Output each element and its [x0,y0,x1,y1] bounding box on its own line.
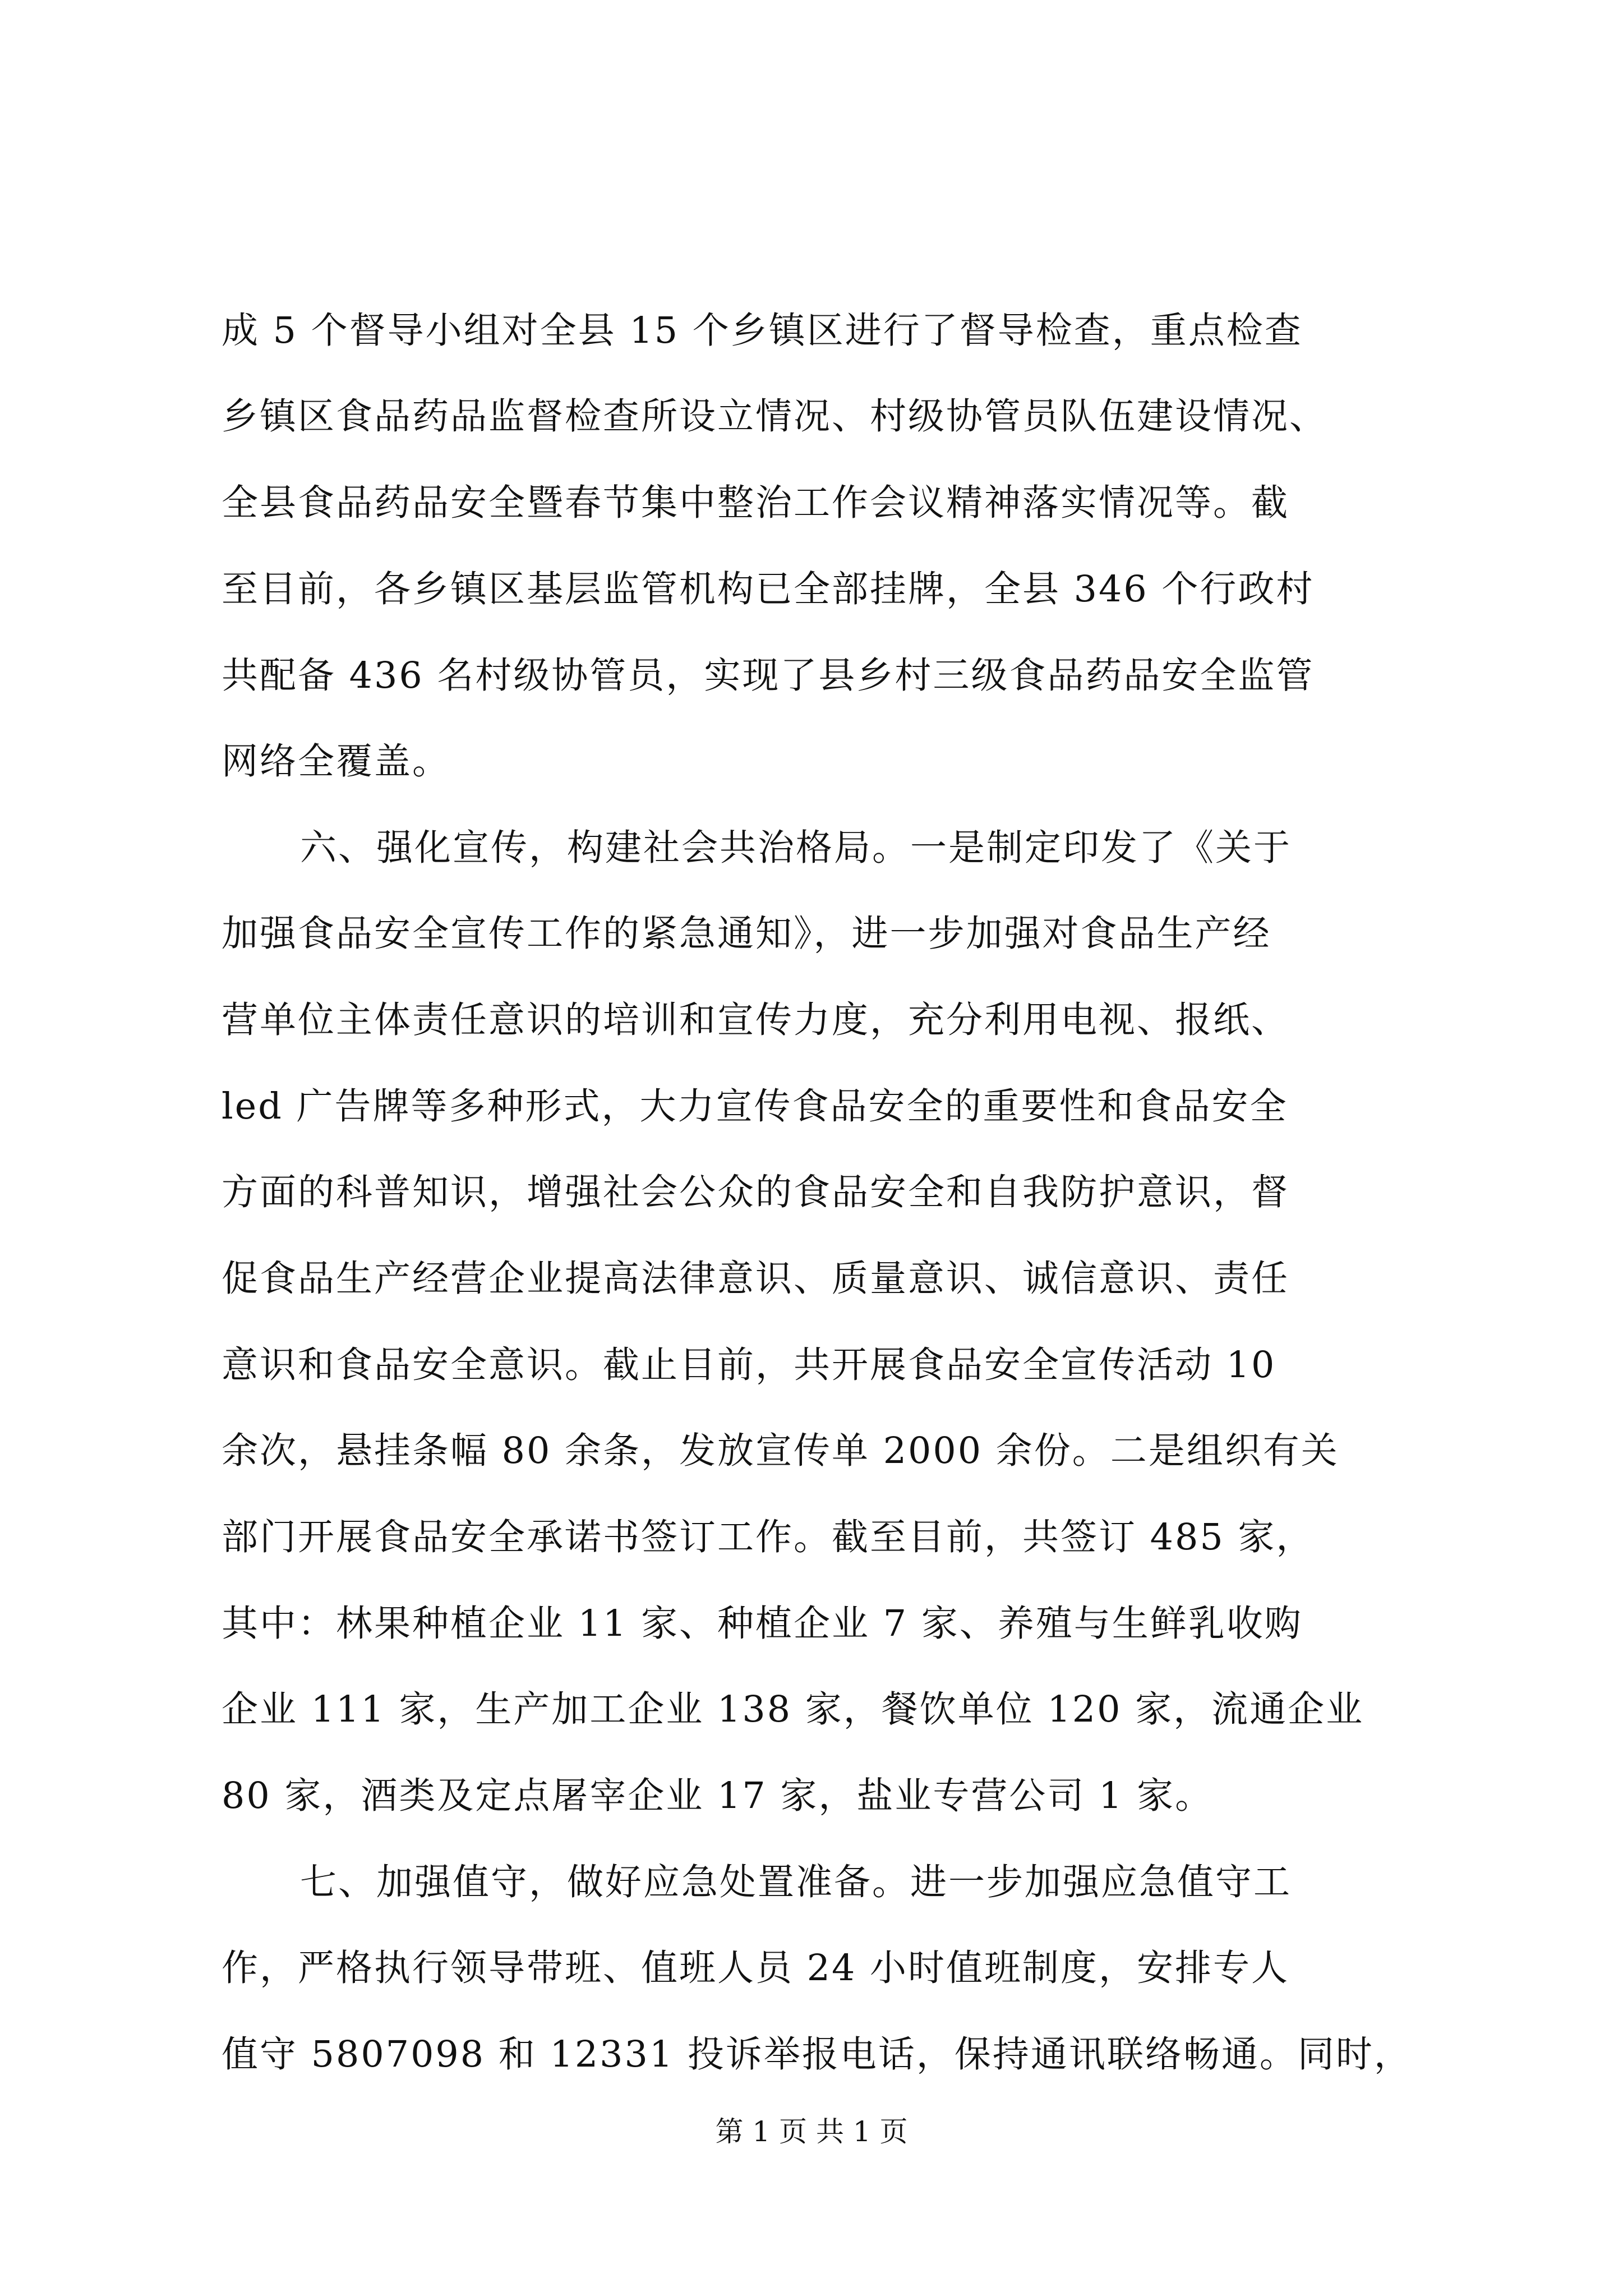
text-line: 营单位主体责任意识的培训和宣传力度，充分利用电视、报纸、 [222,999,1290,1041]
text-line: 网络全覆盖。 [222,740,451,783]
paragraph-heading-line: 七、加强值守，做好应急处置准备。进一步加强应急值守工 [300,1861,1292,1903]
text-line: 作，严格执行领导带班、值班人员 24 小时值班制度，安排专人 [222,1947,1290,1989]
text-line: 余次，悬挂条幅 80 余条，发放宣传单 2000 余份。二是组织有关 [222,1430,1339,1472]
text-line: led 广告牌等多种形式，大力宣传食品安全的重要性和食品安全 [222,1085,1288,1128]
text-line: 共配备 436 名村级协管员，实现了县乡村三级食品药品安全监管 [222,655,1315,697]
text-line: 企业 111 家，生产加工企业 138 家，餐饮单位 120 家，流通企业 [222,1688,1364,1731]
text-line: 成 5 个督导小组对全县 15 个乡镇区进行了督导检查，重点检查 [222,310,1303,352]
page-number-footer: 第 1 页 共 1 页 [715,2115,908,2148]
text-line: 乡镇区食品药品监督检查所设立情况、村级协管员队伍建设情况、 [222,395,1328,438]
text-line: 促食品生产经营企业提高法律意识、质量意识、诚信意识、责任 [222,1258,1290,1300]
text-line: 80 家，酒类及定点屠宰企业 17 家，盐业专营公司 1 家。 [222,1775,1214,1817]
text-line: 加强食品安全宣传工作的紧急通知》，进一步加强对食品生产经 [222,913,1271,955]
text-line: 全县食品药品安全暨春节集中整治工作会议精神落实情况等。截 [222,482,1290,524]
text-line: 方面的科普知识，增强社会公众的食品安全和自我防护意识，督 [222,1171,1290,1213]
text-line: 部门开展食品安全承诺书签订工作。截至目前，共签订 485 家， [222,1516,1315,1558]
text-line: 意识和食品安全意识。截止目前，共开展食品安全宣传活动 10 [222,1344,1276,1386]
text-line: 其中：林果种植企业 11 家、种植企业 7 家、养殖与生鲜乳收购 [222,1603,1303,1645]
paragraph-heading-line: 六、强化宣传，构建社会共治格局。一是制定印发了《关于 [300,827,1292,869]
text-line: 值守 5807098 和 12331 投诉举报电话，保持通讯联络畅通。同时， [222,2033,1412,2076]
text-line: 至目前，各乡镇区基层监管机构已全部挂牌，全县 346 个行政村 [222,568,1315,610]
